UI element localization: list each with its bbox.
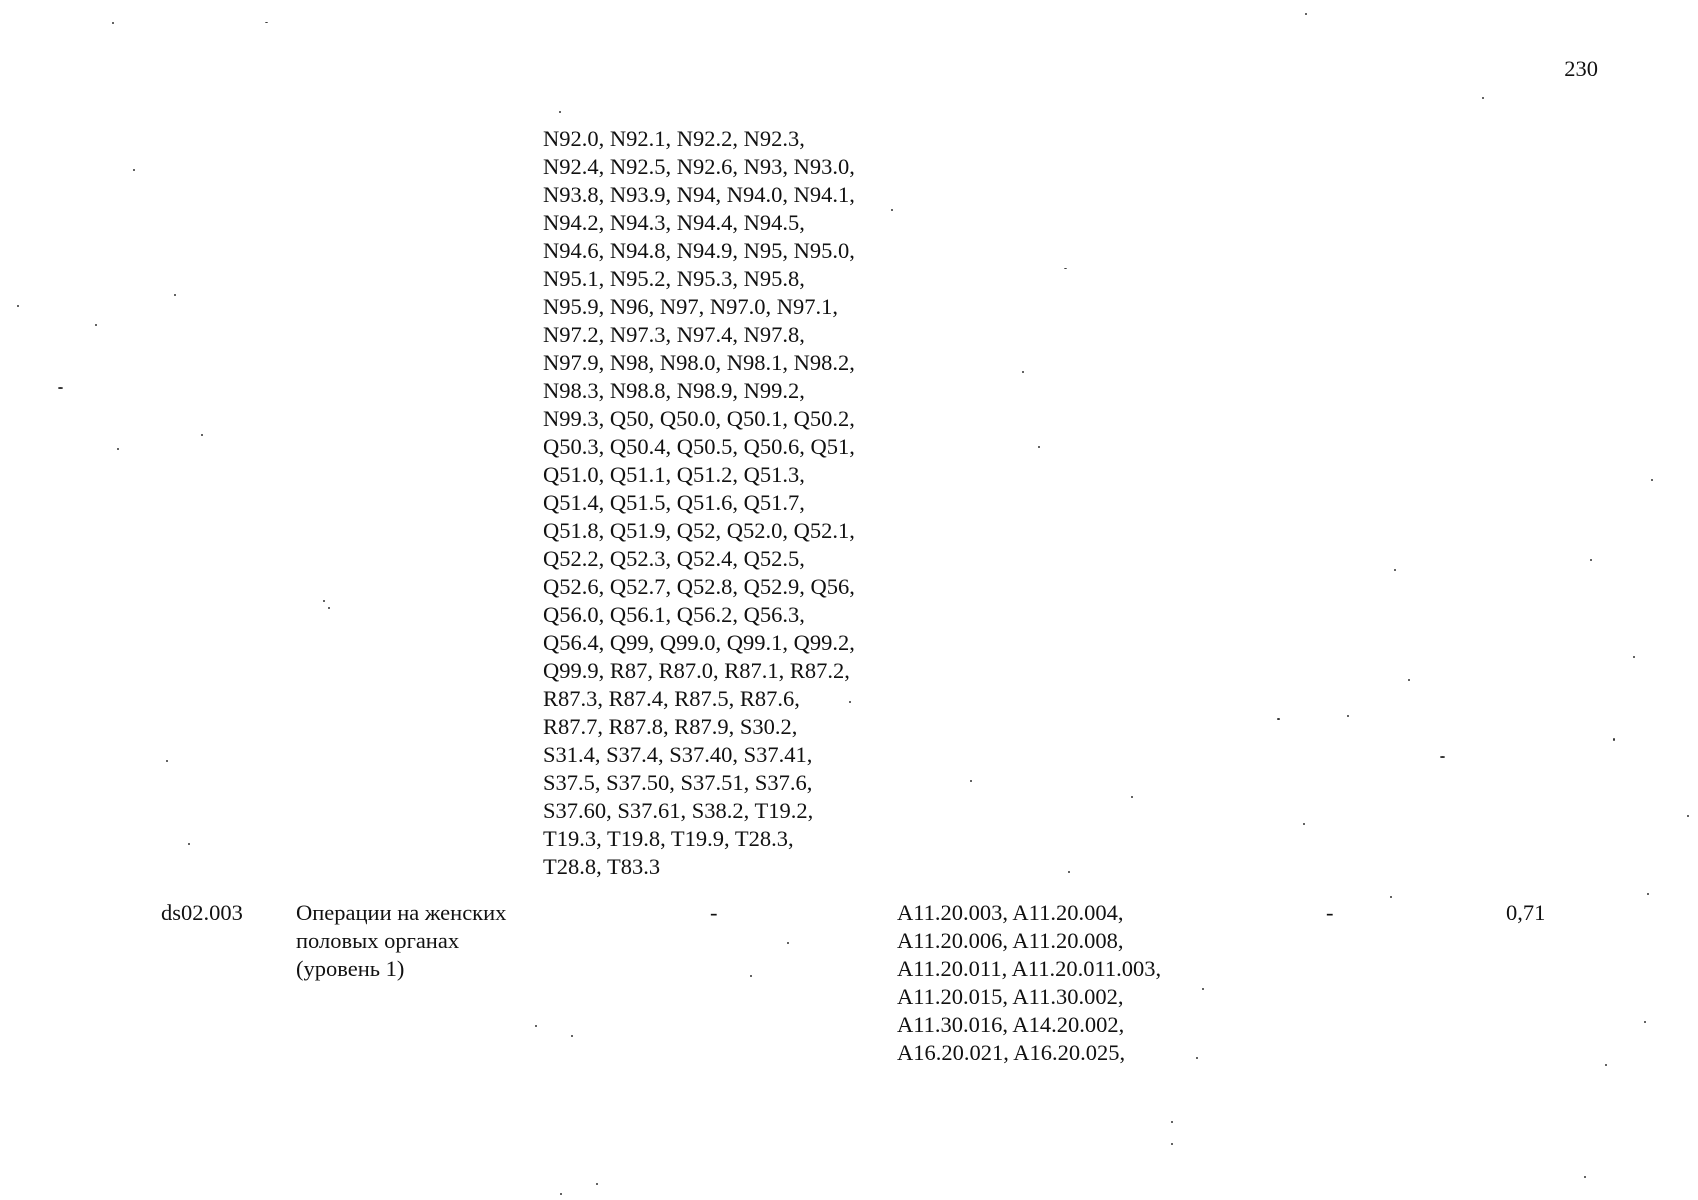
- code-line: N94.6, N94.8, N94.9, N95, N95.0,: [543, 238, 855, 263]
- scan-speck: [17, 305, 19, 307]
- service-code-line: A16.20.021, A16.20.025,: [897, 1040, 1126, 1065]
- scan-speck: [571, 1035, 573, 1037]
- code-line: N92.4, N92.5, N92.6, N93, N93.0,: [543, 154, 855, 179]
- group-name-line: Операции на женских: [296, 900, 507, 925]
- scan-speck: [750, 975, 752, 977]
- scan-speck: [1605, 1064, 1607, 1066]
- code-line: S37.60, S37.61, S38.2, T19.2,: [543, 798, 814, 823]
- code-line: N95.9, N96, N97, N97.0, N97.1,: [543, 294, 838, 319]
- code-line: N97.2, N97.3, N97.4, N97.8,: [543, 322, 805, 347]
- service-code-line: A11.30.016, A14.20.002,: [897, 1012, 1125, 1037]
- scan-speck: [891, 209, 893, 211]
- service-code-line: A11.20.015, A11.30.002,: [897, 984, 1124, 1009]
- code-line: S31.4, S37.4, S37.40, S37.41,: [543, 742, 813, 767]
- service-code-line: A11.20.003, A11.20.004,: [897, 900, 1124, 925]
- code-line: Q52.6, Q52.7, Q52.8, Q52.9, Q56,: [543, 574, 855, 599]
- code-line: N97.9, N98, N98.0, N98.1, N98.2,: [543, 350, 855, 375]
- scan-speck: [188, 843, 190, 845]
- scan-speck: [560, 1193, 562, 1195]
- coefficient-cell: 0,71: [1506, 900, 1546, 925]
- scan-speck: [559, 111, 561, 113]
- code-line: N94.2, N94.3, N94.4, N94.5,: [543, 210, 805, 235]
- scan-speck: [1196, 1057, 1198, 1059]
- scan-speck: [174, 294, 176, 296]
- code-line: Q50.3, Q50.4, Q50.5, Q50.6, Q51,: [543, 434, 855, 459]
- group-name-line: (уровень 1): [296, 956, 405, 981]
- scan-speck: [1644, 1021, 1646, 1023]
- code-line: N92.0, N92.1, N92.2, N92.3,: [543, 126, 805, 151]
- scan-speck: [1305, 13, 1307, 15]
- scan-speck: [1038, 446, 1040, 448]
- code-line: Q52.2, Q52.3, Q52.4, Q52.5,: [543, 546, 805, 571]
- scan-speck: [133, 169, 135, 171]
- scan-speck: [1022, 371, 1024, 373]
- diagnosis-codes-continuation: [543, 125, 855, 881]
- scan-speck: [1482, 97, 1484, 99]
- scan-speck: [1590, 559, 1592, 561]
- code-line: T28.8, T83.3: [543, 854, 661, 879]
- code-line: N98.3, N98.8, N98.9, N99.2,: [543, 378, 805, 403]
- code-line: R87.3, R87.4, R87.5, R87.6,: [543, 686, 800, 711]
- scan-speck: [1390, 896, 1392, 898]
- code-line: N99.3, Q50, Q50.0, Q50.1, Q50.2,: [543, 406, 855, 431]
- scan-speck: [787, 942, 789, 944]
- page-number: 230: [1564, 56, 1598, 81]
- scan-speck: [117, 448, 119, 450]
- scan-speck: [323, 600, 325, 602]
- scan-speck: [1202, 988, 1204, 990]
- service-code-line: A11.20.006, A11.20.008,: [897, 928, 1124, 953]
- code-line: Q51.8, Q51.9, Q52, Q52.0, Q52.1,: [543, 518, 855, 543]
- code-line: N93.8, N93.9, N94, N94.0, N94.1,: [543, 182, 855, 207]
- scan-speck: [1440, 756, 1445, 758]
- scan-speck: [1647, 893, 1649, 895]
- service-codes-cell: [897, 899, 1161, 1067]
- scan-speck: [112, 22, 114, 24]
- scan-speck: [265, 22, 268, 23]
- scan-speck: [535, 1025, 537, 1027]
- code-line: Q99.9, R87, R87.0, R87.1, R87.2,: [543, 658, 850, 683]
- scan-speck: [1171, 1143, 1173, 1145]
- scan-speck: [1303, 823, 1305, 825]
- scan-speck: [1394, 569, 1396, 571]
- scan-speck: [1171, 1121, 1173, 1123]
- other-criterion-cell: -: [1326, 900, 1334, 925]
- scan-speck: [1651, 479, 1653, 481]
- code-line: Q56.0, Q56.1, Q56.2, Q56.3,: [543, 602, 805, 627]
- scan-speck: [95, 324, 97, 326]
- scan-speck: [1633, 656, 1635, 658]
- service-code-line: A11.20.011, A11.20.011.003,: [897, 956, 1162, 981]
- scan-speck: [328, 607, 330, 609]
- diagnosis-codes-cell: -: [710, 900, 718, 925]
- code-line: N95.1, N95.2, N95.3, N95.8,: [543, 266, 805, 291]
- scan-speck: [1408, 679, 1410, 681]
- scan-speck: [58, 387, 63, 389]
- code-line: S37.5, S37.50, S37.51, S37.6,: [543, 770, 813, 795]
- scan-speck: [970, 780, 972, 782]
- scan-speck: [1347, 715, 1349, 717]
- group-code: ds02.003: [161, 900, 243, 925]
- scan-speck: [849, 701, 851, 703]
- scan-speck: [166, 760, 168, 762]
- scan-speck: [201, 434, 203, 436]
- scan-speck: [596, 1183, 598, 1185]
- scan-speck: [1584, 1176, 1586, 1178]
- scan-speck: [1277, 718, 1280, 720]
- group-name: [296, 899, 506, 983]
- code-line: R87.7, R87.8, R87.9, S30.2,: [543, 714, 798, 739]
- code-line: Q51.0, Q51.1, Q51.2, Q51.3,: [543, 462, 805, 487]
- code-line: Q51.4, Q51.5, Q51.6, Q51.7,: [543, 490, 805, 515]
- scan-speck: [1064, 268, 1067, 269]
- scan-speck: [1687, 815, 1689, 817]
- code-line: T19.3, T19.8, T19.9, T28.3,: [543, 826, 794, 851]
- scan-speck: [1068, 871, 1070, 873]
- group-name-line: половых органах: [296, 928, 460, 953]
- scan-speck: [1131, 796, 1133, 798]
- scan-speck: [1613, 738, 1615, 741]
- code-line: Q56.4, Q99, Q99.0, Q99.1, Q99.2,: [543, 630, 855, 655]
